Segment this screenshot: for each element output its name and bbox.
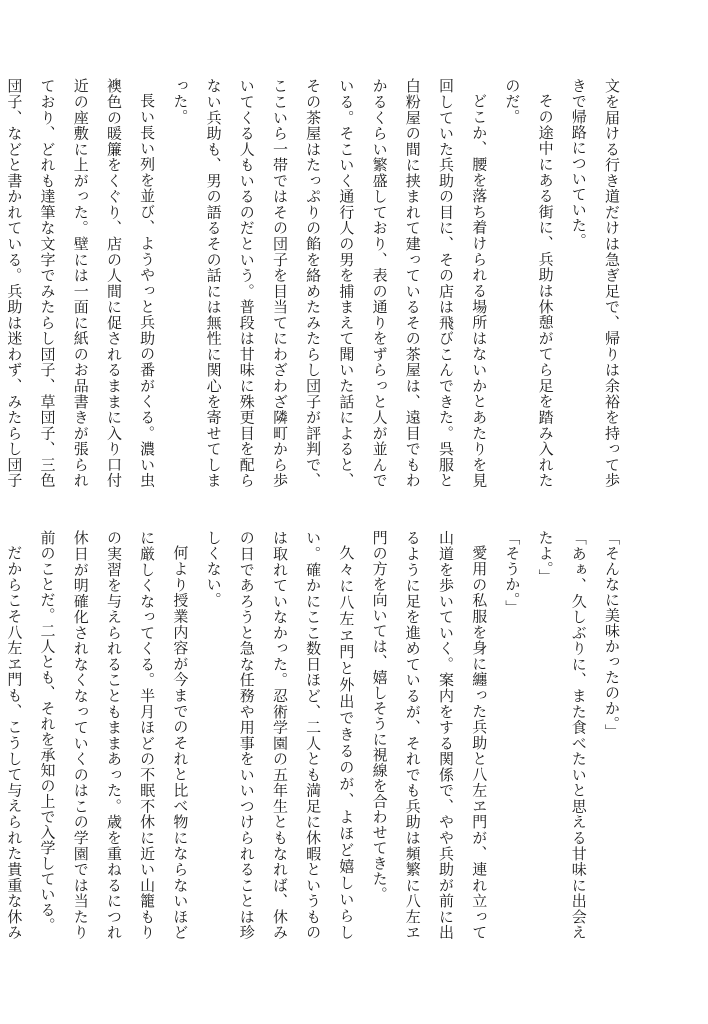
paragraph: 文を届ける行き道だけは急ぎ足で、帰りは余裕を持って歩きで帰路についていた。 — [569, 78, 621, 488]
paragraph: その途中にある街に、兵助は休憩がてら足を踏み入れたのだ。 — [503, 78, 555, 488]
paragraph: 久々に八左ヱ門と外出できるのが、よほど嬉しいらしい。確かにここ数日ほど、二人とも満足に休暇というものは取れていなかった。忍術学園の五年生ともなれば、休みの日であろうと急な任務や用事をいいつけられることは珍しくない。 — [204, 530, 356, 940]
dialogue-line: 「そうか。」 — [503, 530, 522, 616]
paragraph: だからこそ八左ヱ門も、こうして与えられた貴重な休み — [5, 545, 24, 940]
paragraph: 愛用の私服を身に纏った兵助と八左ヱ門が、連れ立って山道を歩いていく。案内をする関係で、やや兵助が前に出るように足を進めているが、それでも兵助は頻繁に八左ヱ門の方を向いては、嬉しそうに視線を合わせてきた。 — [370, 530, 489, 940]
paragraph: どこか、腰を落ち着けられる場所はないかとあたりを見回していた兵助の目に、その店は飛びこんできた。呉服と白粉屋の間に挟まれて建っているその茶屋は、遠目でもわかるくらい繁盛しており、表の通りをずらっと人が並んでいる。そこいく通行人の男を捕まえて聞いた話によると、その茶屋はたっぷりの餡を絡めたみたらし団子が評判で、ここいら一帯ではその団子を目当てにわざわざ隣町から歩いてくる人もいるのだという。普段は甘味に殊更目を配らない兵助も、男の語るその話には無性に関心を寄せてしまった。 — [171, 78, 489, 488]
dialogue-line: 「あぁ、久しぶりに、また食べたいと思える甘味に出会えたよ。」 — [536, 530, 588, 940]
lower-text-block — [5, 530, 628, 940]
paragraph: 何より授業内容が今までのそれと比べ物にならないほどに厳しくなってくる。半月ほどの不眠不休に近い山籠もりの実習を与えられることもままあった。歳を重ねるにつれ休日が明確化されなくなっていくのはこの学園では当たり前のことだ。二人とも、それを承知の上で入学している。 — [38, 530, 190, 940]
paragraph: 長い長い列を並び、ようやっと兵助の番がくる。濃い虫襖色の暖簾をくぐり、店の人間に促されるままに入り口付近の座敷に上がった。壁には一面に紙のお品書きが張られており、どれも達筆な文字でみたらし団子、草団子、三色団子、などと書かれている。兵助は迷わず、みたらし団子 — [5, 78, 157, 488]
upper-text-block — [5, 78, 628, 488]
dialogue-line: 「そんなに美味かったのか。」 — [603, 530, 621, 740]
